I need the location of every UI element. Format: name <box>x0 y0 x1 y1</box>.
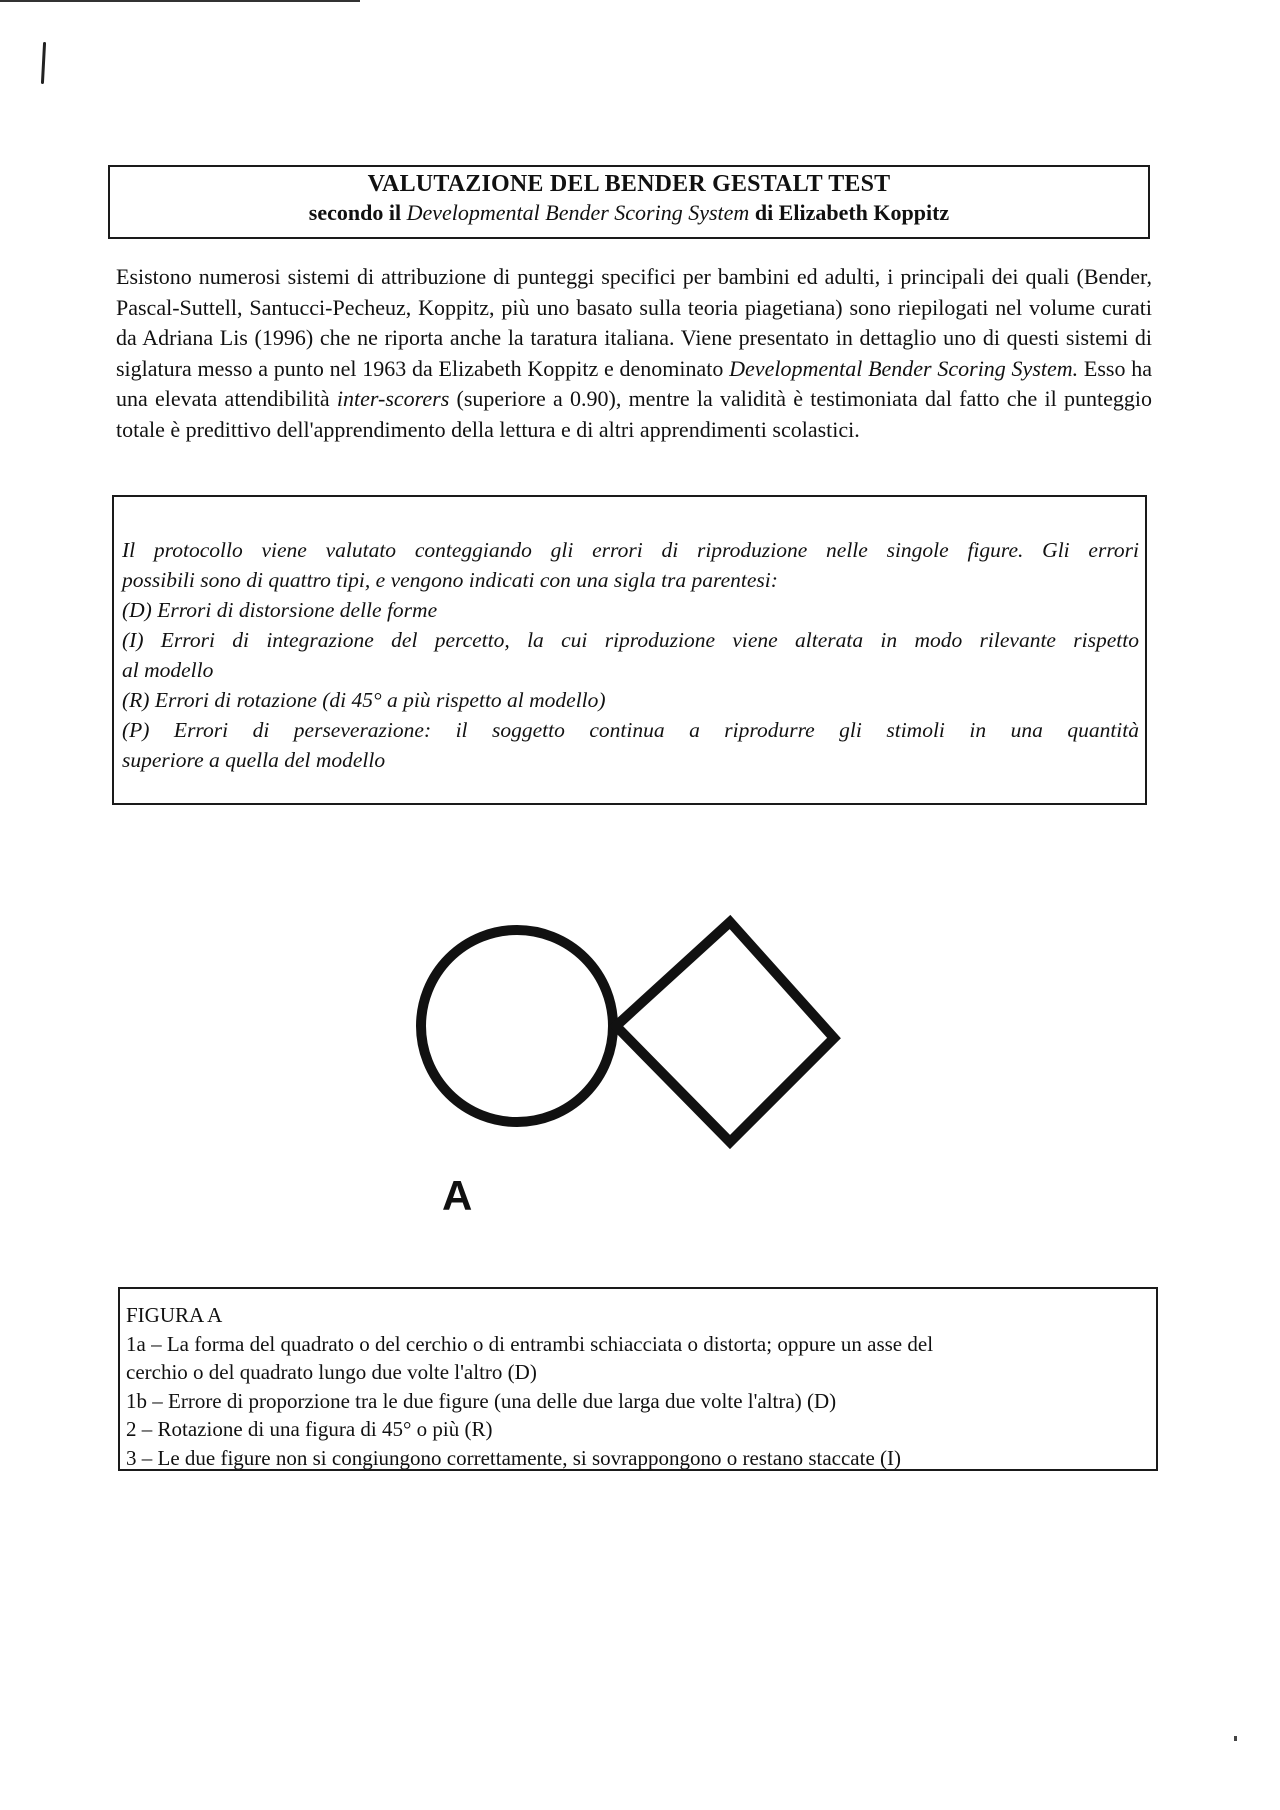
protocol-line-perseverazione: (P) Errori di perseverazione: il soggetto continua a riprodurre gli stimoli in una quantità <box>122 718 1139 742</box>
subtitle-author: di Elizabeth Koppitz <box>749 200 950 225</box>
intro-system-name: Developmental Bender Scoring System. <box>729 355 1079 381</box>
protocol-line-integrazione: (I) Errori di integrazione del percetto, la cui riproduzione viene alterata in modo rilevante rispetto <box>122 628 1139 652</box>
figura-a-heading: FIGURA A <box>126 1303 223 1327</box>
intro-text-part2: Esso ha una elevata attendibilità <box>116 355 1152 411</box>
figura-a-row: 1b – Errore di proporzione tra le due figure (una delle due larga due volte l'altra) (D) <box>126 1388 837 1413</box>
figura-a-row: cerchio o del quadrato lungo due volte l'altro (D) <box>126 1360 537 1384</box>
figure-circle <box>421 930 613 1122</box>
title-box <box>108 165 1150 239</box>
figura-a-row: 3 – Le due figure non si congiungono correttamente, si sovrappongono o restano staccate (I) <box>126 1445 902 1470</box>
protocol-line-rotazione: (R) Errori di rotazione (di 45° a più rispetto al modello) <box>122 688 606 712</box>
page-title: VALUTAZIONE DEL BENDER GESTALT TEST <box>367 171 891 197</box>
page-subtitle <box>110 200 1148 226</box>
subtitle-system-name: Developmental Bender Scoring System <box>406 200 750 225</box>
figure-a-drawing <box>400 910 860 1230</box>
intro-text-part3: (superiore a 0.90), mentre la validità è testimoniata dal fatto che il punteggio totale è predittivo dell'apprendimento della lettura e di altri apprendimenti scolastici. <box>116 386 1152 442</box>
figure-label: A <box>442 1172 473 1219</box>
protocol-line: Il protocollo viene valutato conteggiando gli errori di riproduzione nelle singole figure. Gli errori <box>122 538 1139 562</box>
intro-inter-scorers: inter-scorers <box>336 386 450 411</box>
figure-diamond <box>616 922 834 1142</box>
protocol-line: al modello <box>122 658 214 682</box>
subtitle-prefix: secondo il <box>308 200 407 225</box>
scan-pen-mark <box>41 42 46 84</box>
bender-figure-a <box>400 910 860 1230</box>
intro-paragraph <box>116 262 1152 445</box>
figura-a-box <box>118 1287 1158 1471</box>
protocol-line: possibili sono di quattro tipi, e vengono indicati con una sigla tra parentesi: <box>122 568 778 592</box>
protocol-line-distorsione: (D) Errori di distorsione delle forme <box>122 598 438 622</box>
intro-text-part1: Esistono numerosi sistemi di attribuzione di punteggi specifici per bambini ed adulti, i principali dei quali (Bender, Pascal-Suttell, Santucci-Pecheuz, Koppitz, più uno basato sulla teoria piagetiana) sono riepilogati nel volume curati da Adriana Lis (1996) che ne riporta anche la taratura italiana. Viene presentato in dettaglio uno di questi sistemi di siglatura messo a punto nel 1963 da Elizabeth Koppitz e denominato <box>116 264 1152 381</box>
protocol-line: superiore a quella del modello <box>122 748 386 772</box>
figura-a-row: 1a – La forma del quadrato o del cerchio o di entrambi schiacciata o distorta; oppure un asse del <box>126 1331 934 1356</box>
top-scan-rule <box>0 0 360 2</box>
figura-a-row: 2 – Rotazione di una figura di 45° o più (R) <box>126 1417 493 1441</box>
protocol-box <box>112 495 1147 805</box>
scan-dot-mark <box>1234 1736 1237 1741</box>
